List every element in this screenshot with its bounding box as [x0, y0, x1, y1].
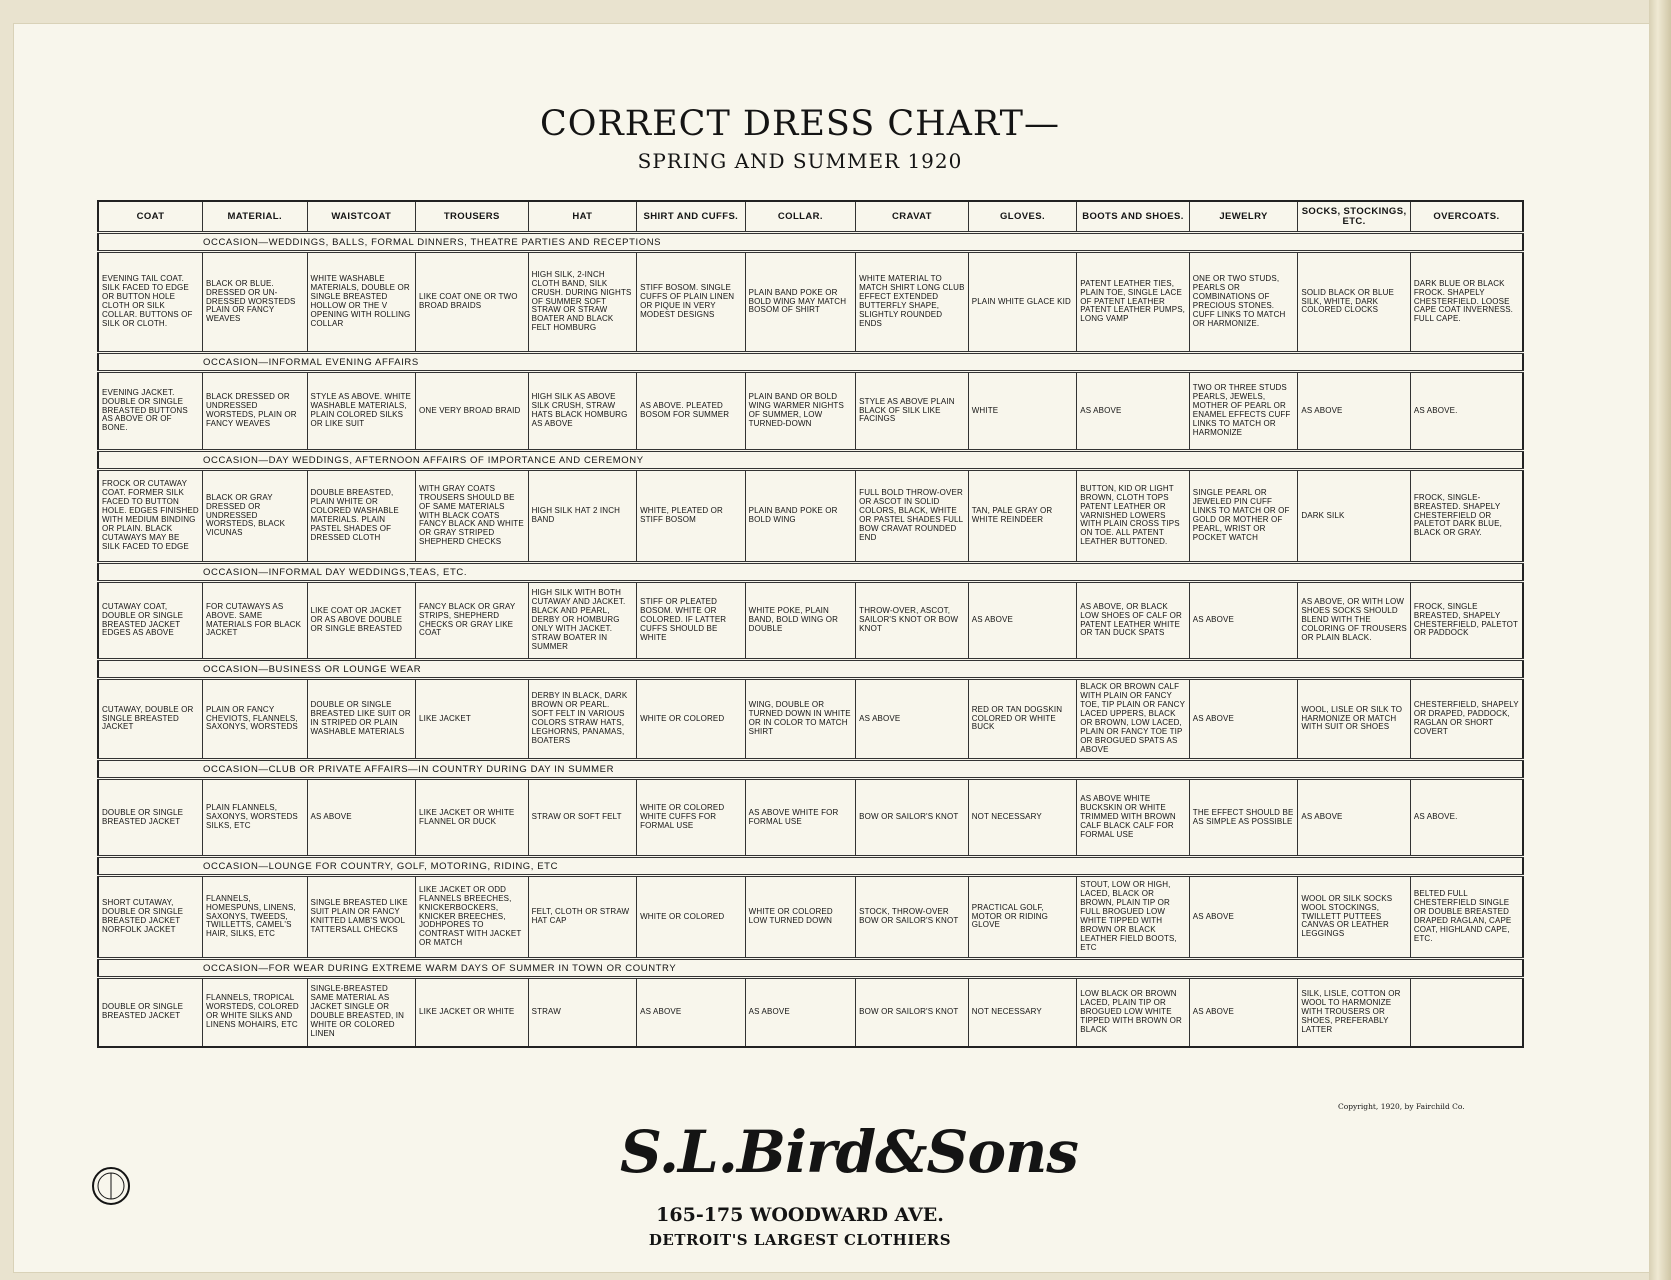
column-header: BOOTS AND SHOES. — [1077, 201, 1190, 233]
table-cell: WHITE, PLEATED OR STIFF BOSOM — [637, 470, 746, 563]
table-cell: BUTTON, KID OR LIGHT BROWN, CLOTH TOPS PATENT LEATHER OR VARNISHED LOWERS WITH PLAIN CROSS TIPS ON TOE. ALL PATENT LEATHER BUTTONED. — [1077, 470, 1190, 563]
sheet-edge — [1649, 0, 1671, 1280]
table-cell: WOOL OR SILK SOCKS WOOL STOCKINGS, TWILLETT PUTTEES CANVAS OR LEATHER LEGGINGS — [1298, 876, 1411, 959]
column-header: OVERCOATS. — [1410, 201, 1523, 233]
table-cell: FOR CUTAWAYS AS ABOVE. SAME MATERIALS FOR BLACK JACKET — [203, 582, 308, 660]
table-cell: SINGLE BREASTED LIKE SUIT PLAIN OR FANCY KNITTED LAMB'S WOOL TATTERSALL CHECKS — [307, 876, 416, 959]
table-cell: FROCK OR CUTAWAY COAT. FORMER SILK FACED TO BUTTON HOLE. EDGES FINISHED WITH MEDIUM BINDING OR PLAIN. BLACK CUTAWAYS MAY BE SILK FACED TO EDGE — [98, 470, 203, 563]
table-cell: EVENING JACKET. DOUBLE OR SINGLE BREASTED BUTTONS AS ABOVE OR OF BONE. — [98, 372, 203, 451]
occasion-row — [98, 660, 1523, 679]
table-cell: WOOL, LISLE OR SILK TO HARMONIZE OR MATCH WITH SUIT OR SHOES — [1298, 679, 1411, 760]
table-cell: AS ABOVE — [1298, 372, 1411, 451]
table-cell: FROCK, SINGLE BREASTED, SHAPELY CHESTERFIELD, PALETOT OR PADDOCK — [1410, 582, 1523, 660]
table-cell: FELT, CLOTH OR STRAW HAT CAP — [528, 876, 637, 959]
table-cell: WHITE POKE, PLAIN BAND, BOLD WING OR DOUBLE — [745, 582, 856, 660]
table-row — [98, 779, 1523, 857]
table-cell: STIFF OR PLEATED BOSOM. WHITE OR COLORED. IF LATTER CUFFS SHOULD BE WHITE — [637, 582, 746, 660]
table-cell: CUTAWAY, DOUBLE OR SINGLE BREASTED JACKET — [98, 679, 203, 760]
table-row — [98, 252, 1523, 353]
column-header: COAT — [98, 201, 203, 233]
table-cell: TAN, PALE GRAY OR WHITE REINDEER — [968, 470, 1077, 563]
table-cell: CUTAWAY COAT, DOUBLE OR SINGLE BREASTED JACKET EDGES AS ABOVE — [98, 582, 203, 660]
table-cell: FANCY BLACK OR GRAY STRIPS, SHEPHERD CHECKS OR GRAY LIKE COAT — [416, 582, 529, 660]
chart-subtitle: SPRING AND SUMMER 1920 — [637, 149, 963, 173]
table-cell: LIKE JACKET — [416, 679, 529, 760]
table-cell: AS ABOVE — [1189, 582, 1298, 660]
table-cell: BLACK DRESSED OR UNDRESSED WORSTEDS, PLAIN OR FANCY WEAVES — [203, 372, 308, 451]
table-row — [98, 372, 1523, 451]
table-cell: DOUBLE OR SINGLE BREASTED LIKE SUIT OR IN STRIPED OR PLAIN WASHABLE MATERIALS — [307, 679, 416, 760]
table-row — [98, 582, 1523, 660]
table-cell: HIGH SILK, 2-INCH CLOTH BAND, SILK CRUSH. DURING NIGHTS OF SUMMER SOFT STRAW OR STRAW BOATER AND BLACK FELT HOMBURG — [528, 252, 637, 353]
table-cell: WHITE — [968, 372, 1077, 451]
table-cell: WHITE OR COLORED — [637, 876, 746, 959]
table-cell: STOUT, LOW OR HIGH, LACED, BLACK OR BROWN, PLAIN TIP OR FULL BROGUED LOW WHITE TIPPED WITH BROWN OR BLACK LEATHER FIELD BOOTS, ETC — [1077, 876, 1190, 959]
table-cell: AS ABOVE. PLEATED BOSOM FOR SUMMER — [637, 372, 746, 451]
column-header: COLLAR. — [745, 201, 856, 233]
table-cell: BOW OR SAILOR'S KNOT — [856, 779, 969, 857]
table-cell: TWO OR THREE STUDS PEARLS, JEWELS, MOTHER OF PEARL OR ENAMEL EFFECTS CUFF LINKS TO MATCH OR HARMONIZE — [1189, 372, 1298, 451]
table-cell: AS ABOVE — [1189, 978, 1298, 1047]
table-cell: LIKE JACKET OR ODD FLANNELS BREECHES, KNICKERBOCKERS, KNICKER BREECHES, JODHPORES TO CONTRAST WITH JACKET OR MATCH — [416, 876, 529, 959]
table-cell: AS ABOVE — [968, 582, 1077, 660]
table-cell: LIKE JACKET OR WHITE — [416, 978, 529, 1047]
table-cell: AS ABOVE. — [1410, 779, 1523, 857]
table-cell: THE EFFECT SHOULD BE AS SIMPLE AS POSSIBLE — [1189, 779, 1298, 857]
table-cell: BLACK OR BLUE. DRESSED OR UN-DRESSED WORSTEDS PLAIN OR FANCY WEAVES — [203, 252, 308, 353]
table-cell: PLAIN OR FANCY CHEVIOTS, FLANNELS, SAXONYS, WORSTEDS — [203, 679, 308, 760]
chart-title: CORRECT DRESS CHART— — [539, 104, 1061, 144]
brand-logo-text: S.L.Bird&Sons — [620, 1118, 1078, 1186]
table-cell: DOUBLE OR SINGLE BREASTED JACKET — [98, 779, 203, 857]
table-cell: HIGH SILK AS ABOVE SILK CRUSH, STRAW HATS BLACK HOMBURG AS ABOVE — [528, 372, 637, 451]
table-row — [98, 978, 1523, 1047]
table-cell: AS ABOVE, OR BLACK LOW SHOES OF CALF OR PATENT LEATHER WHITE OR TAN DUCK SPATS — [1077, 582, 1190, 660]
dress-chart-table — [97, 200, 1524, 1048]
copyright-notice: Copyright, 1920, by Fairchild Co. — [1338, 1102, 1465, 1111]
table-cell: STIFF BOSOM. SINGLE CUFFS OF PLAIN LINEN OR PIQUE IN VERY MODEST DESIGNS — [637, 252, 746, 353]
table-cell: STOCK, THROW-OVER BOW OR SAILOR'S KNOT — [856, 876, 969, 959]
table-row — [98, 876, 1523, 959]
column-header: JEWELRY — [1189, 201, 1298, 233]
table-cell: STRAW OR SOFT FELT — [528, 779, 637, 857]
table-cell: SOLID BLACK OR BLUE SILK, WHITE, DARK COLORED CLOCKS — [1298, 252, 1411, 353]
table-cell: DOUBLE BREASTED, PLAIN WHITE OR COLORED WASHABLE MATERIALS. PLAIN PASTEL SHADES OF DRESSED CLOTH — [307, 470, 416, 563]
table-cell: WHITE WASHABLE MATERIALS, DOUBLE OR SINGLE BREASTED HOLLOW OR THE V OPENING WITH ROLLING COLLAR — [307, 252, 416, 353]
column-header: SHIRT AND CUFFS. — [637, 201, 746, 233]
occasion-row — [98, 760, 1523, 779]
store-tagline: DETROIT'S LARGEST CLOTHIERS — [648, 1231, 952, 1249]
table-cell: PRACTICAL GOLF, MOTOR OR RIDING GLOVE — [968, 876, 1077, 959]
occasion-row — [98, 233, 1523, 252]
table-cell: FULL BOLD THROW-OVER OR ASCOT IN SOLID COLORS, BLACK, WHITE OR PASTEL SHADES FULL BOW CRAVAT ROUNDED END — [856, 470, 969, 563]
table-cell: AS ABOVE — [637, 978, 746, 1047]
occasion-row — [98, 563, 1523, 582]
column-header: CRAVAT — [856, 201, 969, 233]
table-cell: BELTED FULL CHESTERFIELD SINGLE OR DOUBLE BREASTED DRAPED RAGLAN, CAPE COAT, HIGHLAND CAPE, ETC. — [1410, 876, 1523, 959]
table-cell: FROCK, SINGLE-BREASTED. SHAPELY CHESTERFIELD OR PALETOT DARK BLUE, BLACK OR GRAY. — [1410, 470, 1523, 563]
table-cell: HIGH SILK HAT 2 INCH BAND — [528, 470, 637, 563]
table-cell: AS ABOVE — [307, 779, 416, 857]
table-row — [98, 470, 1523, 563]
table-cell: SINGLE-BREASTED SAME MATERIAL AS JACKET SINGLE OR DOUBLE BREASTED, IN WHITE OR COLORED LINEN — [307, 978, 416, 1047]
column-header: TROUSERS — [416, 201, 529, 233]
column-header: SOCKS, STOCKINGS, ETC. — [1298, 201, 1411, 233]
occasion-label: OCCASION—INFORMAL DAY WEDDINGS,TEAS, ETC. — [98, 563, 1523, 582]
occasion-label: OCCASION—FOR WEAR DURING EXTREME WARM DAYS OF SUMMER IN TOWN OR COUNTRY — [98, 959, 1523, 978]
occasion-row — [98, 451, 1523, 470]
table-cell: NOT NECESSARY — [968, 779, 1077, 857]
occasion-label: OCCASION—BUSINESS OR LOUNGE WEAR — [98, 660, 1523, 679]
table-cell: ONE VERY BROAD BRAID — [416, 372, 529, 451]
table-cell: AS ABOVE — [1189, 679, 1298, 760]
table-cell: PLAIN BAND OR BOLD WING WARMER NIGHTS OF SUMMER, LOW TURNED-DOWN — [745, 372, 856, 451]
occasion-label: OCCASION—LOUNGE FOR COUNTRY, GOLF, MOTORING, RIDING, ETC — [98, 857, 1523, 876]
table-cell: BOW OR SAILOR'S KNOT — [856, 978, 969, 1047]
occasion-label: OCCASION—INFORMAL EVENING AFFAIRS — [98, 353, 1523, 372]
table-cell: SILK, LISLE, COTTON OR WOOL TO HARMONIZE WITH TROUSERS OR SHOES, PREFERABLY LATTER — [1298, 978, 1411, 1047]
table-cell: PATENT LEATHER TIES, PLAIN TOE, SINGLE LACE OF PATENT LEATHER PATENT LEATHER PUMPS, LONG VAMP — [1077, 252, 1190, 353]
table-cell: STYLE AS ABOVE. WHITE WASHABLE MATERIALS, PLAIN COLORED SILKS OR LIKE SUIT — [307, 372, 416, 451]
table-cell: WHITE MATERIAL TO MATCH SHIRT LONG CLUB EFFECT EXTENDED BUTTERFLY SHAPE, SLIGHTLY ROUNDED ENDS — [856, 252, 969, 353]
occasion-label: OCCASION—CLUB OR PRIVATE AFFAIRS—IN COUNTRY DURING DAY IN SUMMER — [98, 760, 1523, 779]
table-cell: DARK BLUE OR BLACK FROCK. SHAPELY CHESTERFIELD. LOOSE CAPE COAT INVERNESS. FULL CAPE. — [1410, 252, 1523, 353]
table-cell: EVENING TAIL COAT. SILK FACED TO EDGE OR BUTTON HOLE CLOTH OR SILK COLLAR. BUTTONS OF SILK OR CLOTH. — [98, 252, 203, 353]
occasion-row — [98, 857, 1523, 876]
column-header: HAT — [528, 201, 637, 233]
table-cell: WING, DOUBLE OR TURNED DOWN IN WHITE OR IN COLOR TO MATCH SHIRT — [745, 679, 856, 760]
table-cell: BLACK OR BROWN CALF WITH PLAIN OR FANCY TOE, TIP PLAIN OR FANCY LACED UPPERS, BLACK OR BROWN, LOW LACED, PLAIN OR FANCY TOE TIP OR BROGUED SPATS AS ABOVE — [1077, 679, 1190, 760]
store-address: 165-175 WOODWARD AVE. — [656, 1204, 944, 1226]
table-cell: AS ABOVE — [1077, 372, 1190, 451]
table-cell: AS ABOVE — [745, 978, 856, 1047]
table-cell: FLANNELS, HOMESPUNS, LINENS, SAXONYS, TWEEDS, TWILLETTS, CAMEL'S HAIR, SILKS, ETC — [203, 876, 308, 959]
table-cell: PLAIN BAND POKE OR BOLD WING MAY MATCH BOSOM OF SHIRT — [745, 252, 856, 353]
table-cell: AS ABOVE — [1298, 779, 1411, 857]
table-cell: NOT NECESSARY — [968, 978, 1077, 1047]
table-cell: AS ABOVE — [856, 679, 969, 760]
table-cell: AS ABOVE, OR WITH LOW SHOES SOCKS SHOULD BLEND WITH THE COLORING OF TROUSERS OR PLAIN BLACK. — [1298, 582, 1411, 660]
table-cell: STRAW — [528, 978, 637, 1047]
table-cell: LOW BLACK OR BROWN LACED, PLAIN TIP OR BROGUED LOW WHITE TIPPED WITH BROWN OR BLACK — [1077, 978, 1190, 1047]
table-cell: LIKE COAT ONE OR TWO BROAD BRAIDS — [416, 252, 529, 353]
table-cell: AS ABOVE — [1189, 876, 1298, 959]
occasion-label: OCCASION—DAY WEDDINGS, AFTERNOON AFFAIRS OF IMPORTANCE AND CEREMONY — [98, 451, 1523, 470]
table-cell: WHITE OR COLORED — [637, 679, 746, 760]
table-cell: WHITE OR COLORED LOW TURNED DOWN — [745, 876, 856, 959]
table-cell: AS ABOVE WHITE FOR FORMAL USE — [745, 779, 856, 857]
column-header: WAISTCOAT — [307, 201, 416, 233]
table-cell: DARK SILK — [1298, 470, 1411, 563]
table-cell: WITH GRAY COATS TROUSERS SHOULD BE OF SAME MATERIALS WITH BLACK COATS FANCY BLACK AND WHITE OR GRAY STRIPED SHEPHERD CHECKS — [416, 470, 529, 563]
table-cell: RED OR TAN DOGSKIN COLORED OR WHITE BUCK — [968, 679, 1077, 760]
table-cell: ONE OR TWO STUDS, PEARLS OR COMBINATIONS OF PRECIOUS STONES. CUFF LINKS TO MATCH OR HARMONIZE. — [1189, 252, 1298, 353]
table-cell: AS ABOVE. — [1410, 372, 1523, 451]
occasion-row — [98, 959, 1523, 978]
table-cell: CHESTERFIELD, SHAPELY OR DRAPED, PADDOCK, RAGLAN OR SHORT COVERT — [1410, 679, 1523, 760]
occasion-label: OCCASION—WEDDINGS, BALLS, FORMAL DINNERS, THEATRE PARTIES AND RECEPTIONS — [98, 233, 1523, 252]
column-header: MATERIAL. — [203, 201, 308, 233]
table-cell: SINGLE PEARL OR JEWELED PIN CUFF LINKS TO MATCH OR OF GOLD OR MOTHER OF PEARL, WRIST OR POCKET WATCH — [1189, 470, 1298, 563]
table-cell: LIKE COAT OR JACKET OR AS ABOVE DOUBLE OR SINGLE BREASTED — [307, 582, 416, 660]
table-cell: PLAIN FLANNELS, SAXONYS, WORSTEDS SILKS, ETC — [203, 779, 308, 857]
column-header: GLOVES. — [968, 201, 1077, 233]
union-label-icon — [91, 1166, 131, 1206]
table-cell: PLAIN BAND POKE OR BOLD WING — [745, 470, 856, 563]
table-cell: SHORT CUTAWAY, DOUBLE OR SINGLE BREASTED JACKET NORFOLK JACKET — [98, 876, 203, 959]
table-cell: AS ABOVE WHITE BUCKSKIN OR WHITE TRIMMED WITH BROWN CALF BLACK CALF FOR FORMAL USE — [1077, 779, 1190, 857]
table-cell: DOUBLE OR SINGLE BREASTED JACKET — [98, 978, 203, 1047]
table-cell: WHITE OR COLORED WHITE CUFFS FOR FORMAL USE — [637, 779, 746, 857]
table-cell: HIGH SILK WITH BOTH CUTAWAY AND JACKET. BLACK AND PEARL, DERBY OR HOMBURG ONLY WITH JACKET. STRAW BOATER IN SUMMER — [528, 582, 637, 660]
table-cell: PLAIN WHITE GLACE KID — [968, 252, 1077, 353]
table-cell: THROW-OVER, ASCOT, SAILOR'S KNOT OR BOW KNOT — [856, 582, 969, 660]
header-row — [98, 201, 1523, 233]
table-cell — [1410, 978, 1523, 1047]
table-cell: FLANNELS, TROPICAL WORSTEDS, COLORED OR WHITE SILKS AND LINENS MOHAIRS, ETC — [203, 978, 308, 1047]
table-cell: DERBY IN BLACK, DARK BROWN OR PEARL. SOFT FELT IN VARIOUS COLORS STRAW HATS, LEGHORNS, PANAMAS, BOATERS — [528, 679, 637, 760]
table-cell: BLACK OR GRAY DRESSED OR UNDRESSED WORSTEDS, BLACK VICUNAS — [203, 470, 308, 563]
table-cell: STYLE AS ABOVE PLAIN BLACK OF SILK LIKE FACINGS — [856, 372, 969, 451]
table-row — [98, 679, 1523, 760]
table-cell: LIKE JACKET OR WHITE FLANNEL OR DUCK — [416, 779, 529, 857]
occasion-row — [98, 353, 1523, 372]
chart-body — [98, 233, 1523, 1047]
